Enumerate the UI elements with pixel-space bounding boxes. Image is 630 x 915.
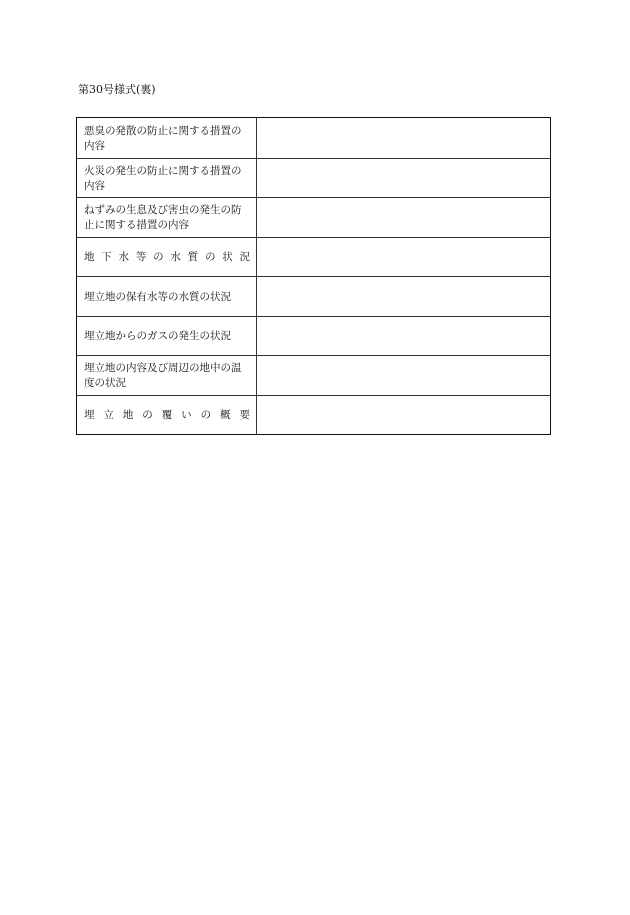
row-label-text: 埋立地からのガスの発生の状況 xyxy=(84,330,231,343)
row-label xyxy=(77,317,257,356)
row-label-text: 火災の発生の防止に関する措置の内容 xyxy=(84,164,242,192)
table-row xyxy=(77,395,550,435)
row-label xyxy=(77,396,257,435)
row-value-field[interactable] xyxy=(257,277,550,316)
row-label-text: 埋立地の覆いの概要 xyxy=(84,409,250,422)
row-value-field[interactable] xyxy=(257,159,550,198)
row-label xyxy=(77,238,257,277)
report-table xyxy=(76,117,551,435)
table-row xyxy=(77,316,550,356)
row-label xyxy=(77,159,257,198)
row-label-text: 埋立地の保有水等の水質の状況 xyxy=(84,290,231,303)
row-label xyxy=(77,277,257,316)
table-row xyxy=(77,197,550,237)
row-label-text: ねずみの生息及び害虫の発生の防止に関する措置の内容 xyxy=(84,204,242,232)
row-label-text: 悪臭の発散の防止に関する措置の内容 xyxy=(84,124,242,152)
row-label xyxy=(77,198,257,237)
row-label-text: 埋立地の内容及び周辺の地中の温度の状況 xyxy=(84,362,242,390)
row-label-text: 地下水等の水質の状況 xyxy=(84,251,250,264)
table-row xyxy=(77,237,550,277)
table-row xyxy=(77,118,550,158)
row-value-field[interactable] xyxy=(257,238,550,277)
row-label xyxy=(77,118,257,158)
table-row xyxy=(77,276,550,316)
row-value-field[interactable] xyxy=(257,198,550,237)
form-number-title: 第30号様式(裏) xyxy=(78,83,156,96)
row-label xyxy=(77,356,257,395)
row-value-field[interactable] xyxy=(257,317,550,356)
row-value-field[interactable] xyxy=(257,396,550,435)
table-row xyxy=(77,158,550,198)
row-value-field[interactable] xyxy=(257,356,550,395)
table-row xyxy=(77,355,550,395)
row-value-field[interactable] xyxy=(257,118,550,158)
